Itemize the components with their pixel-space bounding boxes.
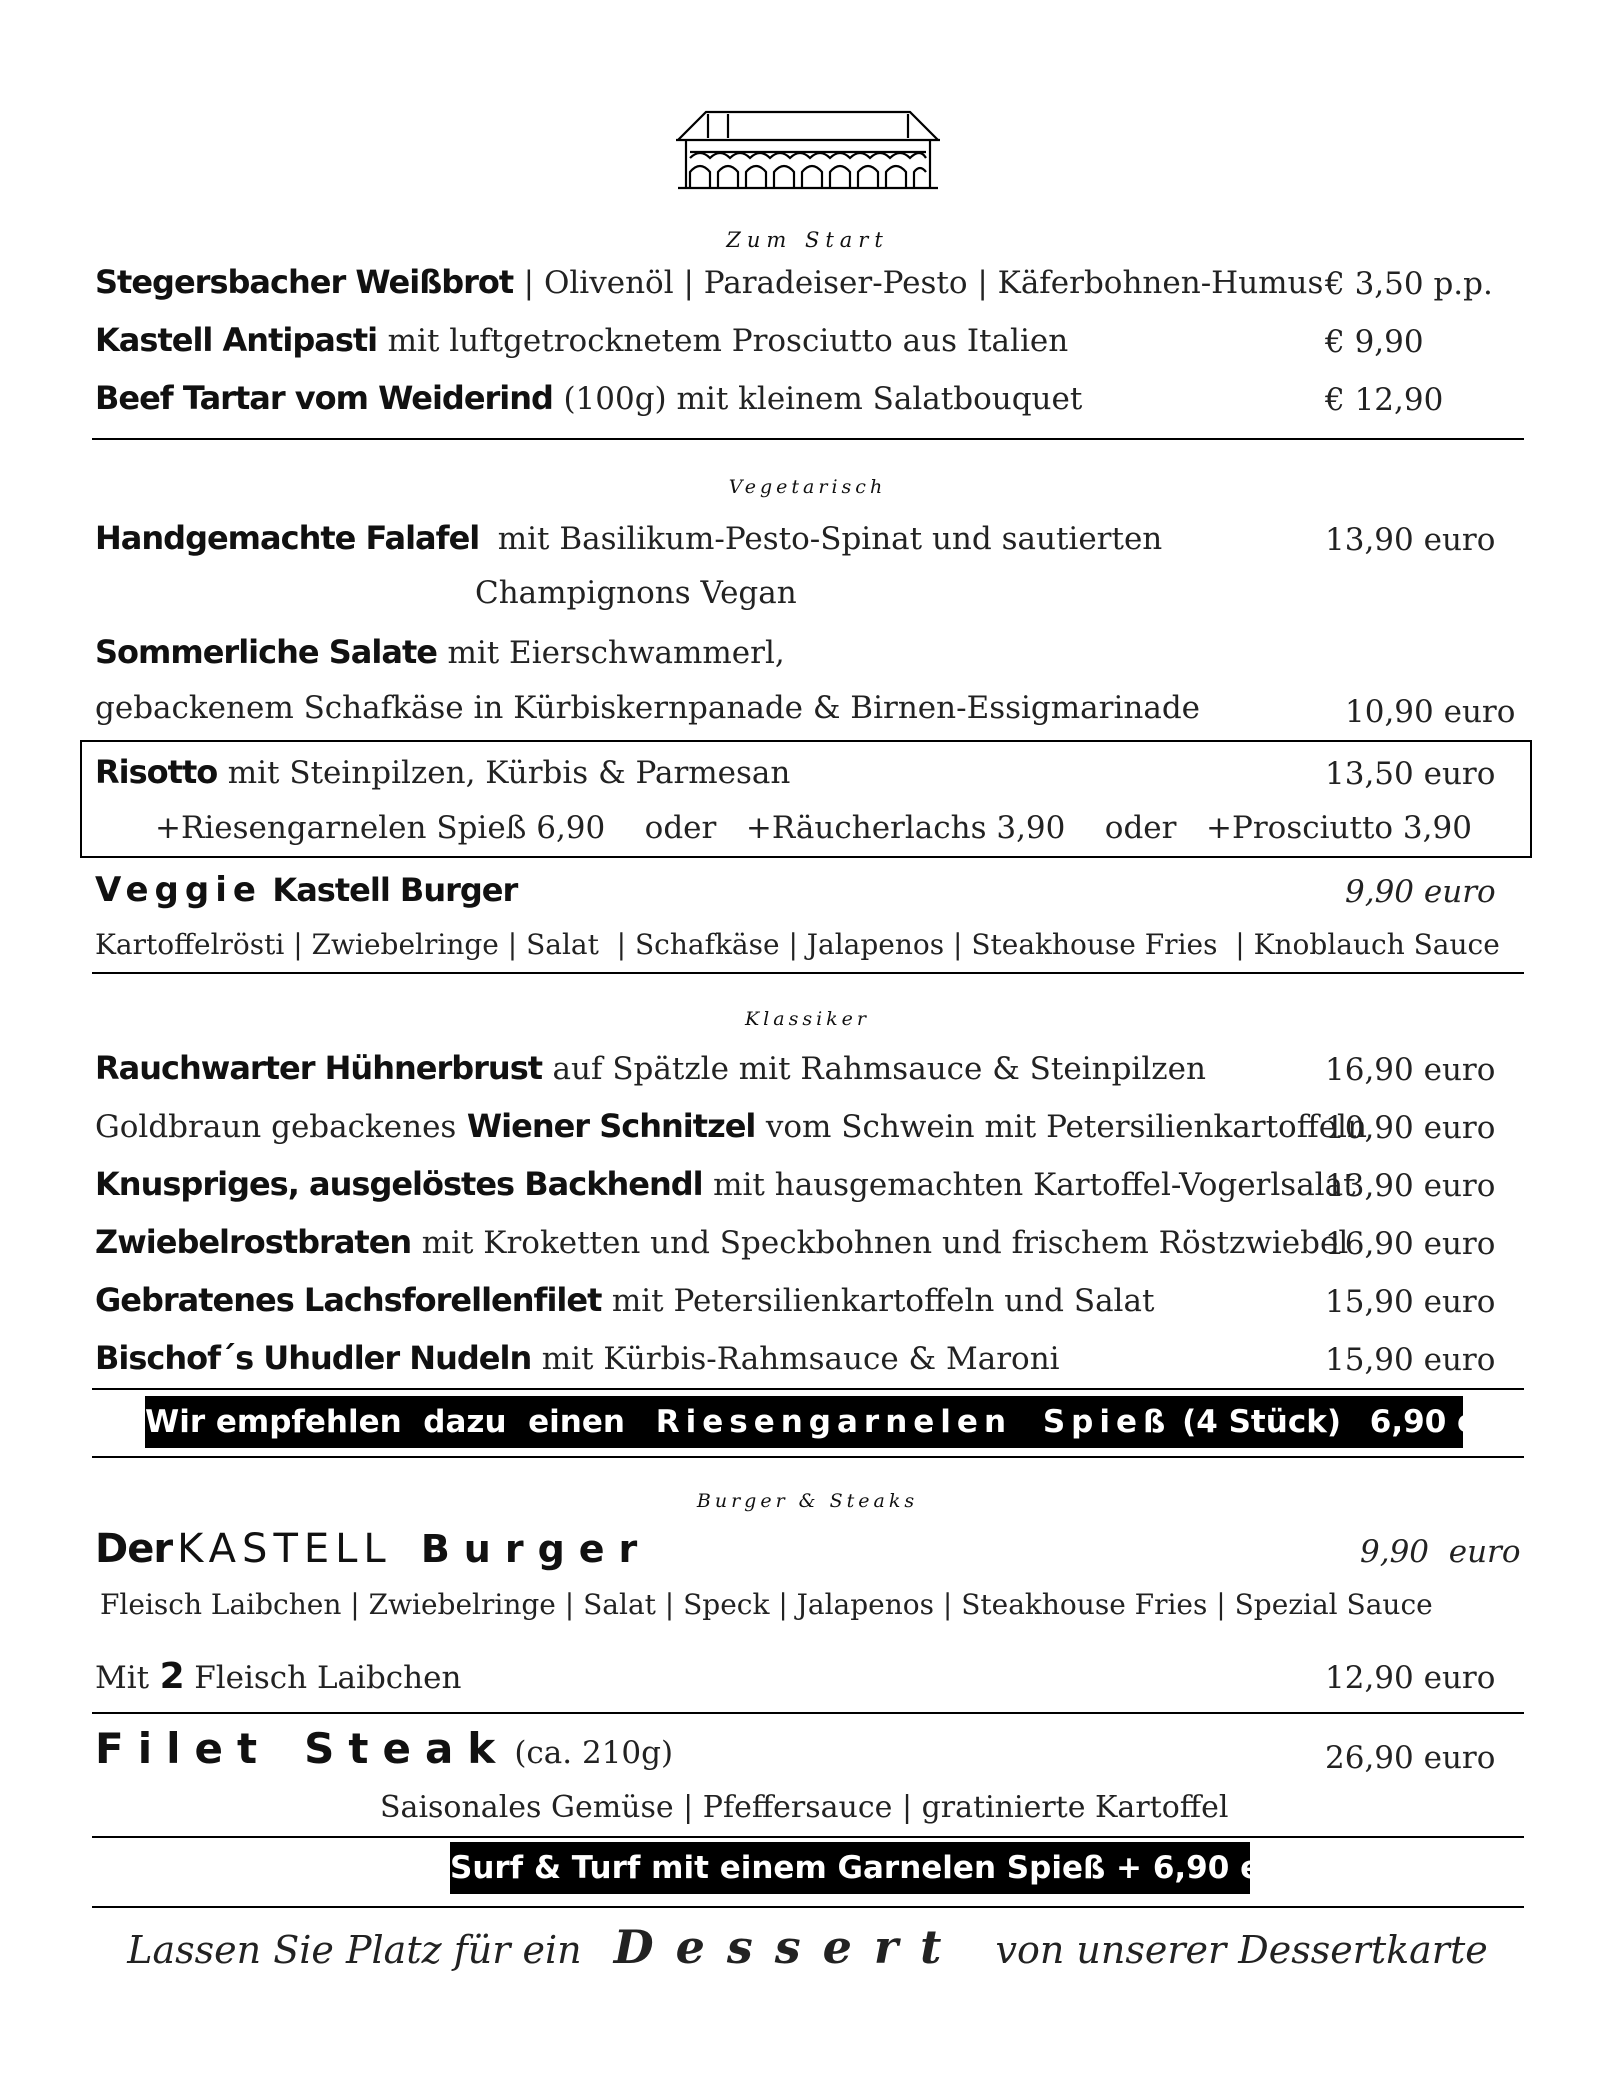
item-name: Risotto [95, 753, 218, 791]
item-name: Stegersbacher Weißbrot [95, 263, 514, 301]
menu-item [95, 632, 785, 671]
item-desc: Fleisch Laibchen [194, 1660, 462, 1696]
item-price: 12,90 euro [1325, 1660, 1496, 1696]
item-name: Knuspriges, ausgelöstes Backhendl [95, 1165, 703, 1203]
menu-item [95, 518, 1162, 557]
item-desc: auf Spätzle mit Rahmsauce & Steinpilzen [552, 1051, 1206, 1087]
arcade-building-icon [668, 100, 948, 195]
item-name-part: Filet [95, 1724, 272, 1773]
item-desc: mit hausgemachten Kartoffel-Vogerlsalat [713, 1167, 1356, 1203]
item-price: € 3,50 p.p. [1325, 266, 1493, 302]
recommendation-banner [145, 1396, 1537, 1448]
menu-item [95, 1048, 1206, 1087]
item-desc: mit Kroketten und Speckbohnen und frischem Röstzwiebel [421, 1225, 1349, 1261]
item-name: Sommerliche Salate [95, 633, 437, 671]
item-name-part: Kastell Burger [272, 871, 518, 909]
item-desc: mit Kürbis-Rahmsauce & Maroni [541, 1341, 1060, 1377]
banner-text: Wir empfehlen dazu einen [145, 1404, 625, 1440]
item-price: 13,90 euro [1325, 522, 1496, 558]
surf-turf-banner: Surf & Turf mit einem Garnelen Spieß + 6,90 euro [450, 1842, 1250, 1894]
item-price: 26,90 euro [1325, 1740, 1496, 1776]
risotto-extras: +Riesengarnelen Spieß 6,90 oder +Räucherlachs 3,90 oder +Prosciutto 3,90 [155, 810, 1472, 846]
item-price: 13,50 euro [1325, 756, 1496, 792]
item-pre: Goldbraun gebackenes [95, 1109, 457, 1145]
item-desc: mit Petersilienkartoffeln und Salat [611, 1283, 1155, 1319]
logo-arcade-building-icon [668, 100, 948, 195]
menu-item [95, 262, 1323, 301]
divider [92, 1456, 1524, 1458]
item-price: 15,90 euro [1325, 1342, 1496, 1378]
banner-text: Spieß [1042, 1404, 1172, 1440]
item-desc: mit Eierschwammerl, [447, 635, 785, 671]
section-title-vegetarisch: Vegetarisch [728, 476, 887, 498]
menu-item [95, 1724, 673, 1773]
item-desc-continued: gebackenem Schafkäse in Kürbiskernpanade & Birnen-Essigmarinade [95, 690, 1201, 726]
item-price: 16,90 euro [1325, 1052, 1496, 1088]
item-desc: | Olivenöl | Paradeiser-Pesto | Käferbohnen-Humus [523, 265, 1324, 301]
menu-item [95, 1280, 1154, 1319]
banner-text: 6,90 euro [1369, 1404, 1537, 1440]
divider [92, 438, 1524, 440]
item-price: 9,90 euro [1360, 1534, 1521, 1570]
item-pre: Mit [95, 1660, 150, 1696]
item-desc: (100g) mit kleinem Salatbouquet [563, 381, 1083, 417]
item-desc: Saisonales Gemüse | Pfeffersauce | gratinierte Kartoffel [380, 1790, 1229, 1825]
menu-item [95, 752, 790, 791]
item-desc: Fleisch Laibchen | Zwiebelringe | Salat | Speck | Jalapenos | Steakhouse Fries | Spezial Sauce [100, 1588, 1433, 1621]
divider [92, 1388, 1524, 1390]
item-price: 15,90 euro [1325, 1284, 1496, 1320]
item-desc-continued: Champignons Vegan [475, 575, 797, 611]
item-name: Rauchwarter Hühnerbrust [95, 1049, 543, 1087]
item-desc: mit Steinpilzen, Kürbis & Parmesan [227, 755, 791, 791]
item-price: 9,90 euro [1345, 874, 1496, 910]
banner-text: (4 Stück) [1182, 1404, 1341, 1440]
dessert-word: Dessert [613, 1920, 964, 1974]
divider [92, 1712, 1524, 1714]
section-title-start: Zum Start [726, 228, 889, 252]
item-price: 10,90 euro [1345, 694, 1516, 730]
menu-item [95, 378, 1082, 417]
item-name-part: Der [95, 1526, 173, 1572]
item-name: Handgemachte Falafel [95, 519, 480, 557]
item-name: Gebratenes Lachsforellenfilet [95, 1281, 602, 1319]
menu-item [95, 1526, 651, 1572]
item-name-part: Burger [420, 1527, 652, 1571]
item-name-part: Steak [304, 1724, 510, 1773]
item-name-part: Veggie [95, 870, 262, 910]
item-name: Kastell Antipasti [95, 321, 378, 359]
menu-item [95, 870, 517, 910]
item-name: Wiener Schnitzel [466, 1107, 756, 1145]
item-price: 16,90 euro [1325, 1226, 1496, 1262]
item-name: Beef Tartar vom Weiderind [95, 379, 553, 417]
item-price: € 9,90 [1325, 324, 1424, 360]
item-desc: vom Schwein mit Petersilienkartoffeln [765, 1109, 1367, 1145]
item-num: 2 [159, 1656, 184, 1697]
item-price: € 12,90 [1325, 382, 1444, 418]
divider [92, 972, 1524, 974]
menu-item [95, 1164, 1356, 1203]
item-price: 13,90 euro [1325, 1168, 1496, 1204]
item-weight: (ca. 210g) [514, 1735, 674, 1771]
banner-text: Riesengarnelen [655, 1404, 1013, 1440]
dessert-pre: Lassen Sie Platz für ein [127, 1928, 582, 1972]
menu-item [95, 1338, 1060, 1377]
item-desc: mit Basilikum-Pesto-Spinat und sautierten [497, 521, 1163, 557]
dessert-line [0, 1920, 1615, 1974]
menu-item [95, 1106, 1367, 1145]
section-title-burger-steaks: Burger & Steaks [696, 1490, 919, 1512]
dessert-post: von unserer Dessertkarte [995, 1928, 1488, 1972]
item-price: 10,90 euro [1325, 1110, 1496, 1146]
divider [92, 1906, 1524, 1908]
item-name: Zwiebelrostbraten [95, 1223, 412, 1261]
menu-item [95, 320, 1068, 359]
item-desc: mit luftgetrocknetem Prosciutto aus Italien [387, 323, 1069, 359]
item-name-part: KASTELL [177, 1526, 392, 1572]
menu-item [95, 1222, 1348, 1261]
item-desc: Kartoffelrösti | Zwiebelringe | Salat | Schafkäse | Jalapenos | Steakhouse Fries | Knoblauch Sauce [95, 928, 1500, 961]
menu-item [95, 1656, 461, 1697]
divider [92, 1836, 1524, 1838]
item-name: Bischof´s Uhudler Nudeln [95, 1339, 532, 1377]
section-title-klassiker: Klassiker [744, 1008, 871, 1030]
